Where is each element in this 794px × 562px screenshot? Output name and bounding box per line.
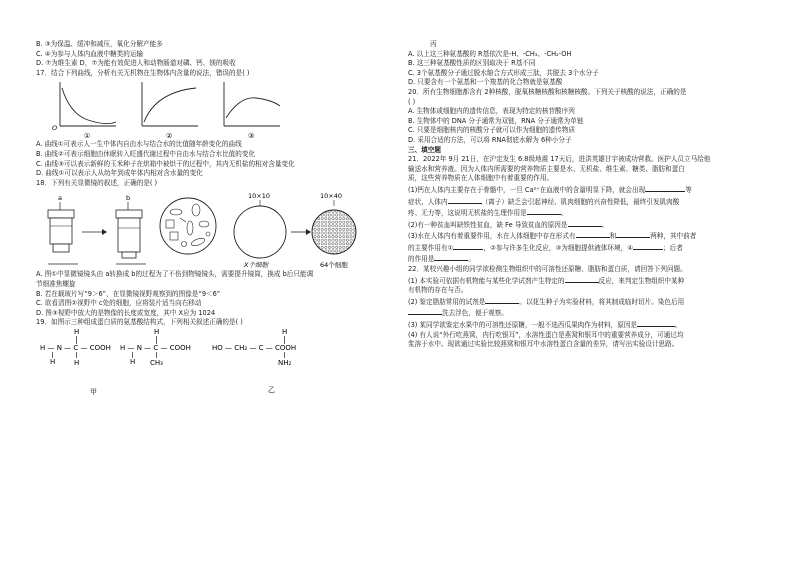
switch-arrow: [82, 229, 107, 235]
q21-sub3b-tail: ；后者: [663, 243, 683, 252]
q21-sub3-text: (3)水在人体内有着重要作用，水在人体细胞中存在形式有: [408, 232, 576, 241]
q20-option-c: C. 只要是细胞核内的核酸分子就可以作为细胞的遗传物质: [408, 126, 576, 135]
q21-line-1: 21．2022年 9月 21日，在沪定发生 6.8级地震 17天后，进洪英雄甘宇被成功营救。医护人员立马给他: [408, 155, 711, 164]
q19-amino-acid-structures: [36, 328, 386, 398]
mag-10x10-label: 10×10: [248, 192, 270, 201]
lens-b-label: b: [126, 194, 131, 203]
q21-sub1b-tail: （离子）缺乏会引起神经、肌肉细胞的兴奋性降低，最终引发肌肉酸: [481, 197, 680, 206]
svg-text:HO — CH₂ — C — COOH: HO — CH₂ — C — COOH: [212, 343, 297, 352]
graph-2: [142, 82, 198, 140]
q18-option-c: C. 欲看清图②视野中 c处的细胞，应将装片适当向右移动: [36, 299, 202, 308]
q17-curve-graphs: [36, 78, 386, 140]
q21-sub3: [408, 230, 758, 242]
blank[interactable]: [408, 307, 442, 315]
q22-sub1-text: (1) 本实验可依据有机物能与某些化学试剂产生特定的: [408, 276, 565, 285]
svg-text:H: H: [130, 357, 136, 366]
amino-acid-svg: [36, 328, 376, 398]
q22-sub1: [408, 275, 758, 287]
q21-sub2: (2)有一种贫血叫缺铁性贫血，缺 Fe 导致贫血的原因是 。: [408, 220, 609, 229]
blank[interactable]: [565, 275, 599, 283]
label-jia: 甲: [90, 387, 97, 396]
lens-a-label: a: [58, 194, 62, 203]
option-b-top: B. ③为保温、缓冲和减压，氧化分解产能多: [36, 40, 163, 48]
q21-sub3-tail: 两种，其中前者: [650, 232, 697, 241]
q19-option-b: B. 这三种氨基酸性质的区别取决于 R基不同: [408, 59, 536, 68]
graph-1: [52, 82, 116, 140]
q22-sub2-text: (2) 鉴定脂肪常用的试剂是: [408, 297, 486, 306]
graph-3: [224, 82, 280, 140]
q18-option-b: B. 若在载玻片写“9＞6”，在显微镜视野观察到的图像是“9＜6”: [36, 289, 221, 298]
q19-option-c: C. 3个氨基酸分子通过脱水缩合方式形成三肽，共脱去 3个水分子: [408, 68, 599, 77]
option-d-top: D. ⑦为维生素 D，⑦为能有效促进人和动物肠道对磷、钙、镁的吸收: [36, 59, 236, 68]
q22-sub2: [408, 296, 758, 308]
graph-1-label: ①: [84, 132, 91, 141]
q21-sub1b-text: 症状，人体内: [408, 197, 448, 206]
svg-text:H: H: [50, 357, 56, 366]
q22-sub1-b: 有机物的存在与否。: [408, 286, 468, 295]
q21-line-3: 质，这些营养物质在人体细胞中有着重要的作用。: [408, 174, 554, 183]
amino-acid-yi: [120, 328, 191, 367]
objective-lens-b: [116, 194, 146, 264]
amino-acid-bing: [212, 328, 296, 394]
q21-sub3-c: 的作用是 。: [408, 255, 475, 264]
blank[interactable]: [637, 319, 675, 327]
svg-text:H: H: [74, 358, 80, 367]
q18-microscope-figure: [36, 188, 386, 270]
q20-option-d: D. 采用合适的方法，可以将 RNA彻底水解为 6种小分子: [408, 135, 572, 144]
q19-option-d: D. 只要含有一个氨基和一个羧基的化合物就是氨基酸: [408, 78, 563, 87]
q17-option-b: B. 曲线②可表示细胞由休眠转入旺盛代谢过程中自由水与结合水比值的变化: [36, 149, 256, 158]
svg-text:H: H: [282, 327, 288, 336]
64-cells-label: 64个细胞: [320, 261, 348, 270]
blank[interactable]: [633, 242, 663, 250]
q21-sub1: [408, 184, 758, 196]
blank[interactable]: [576, 230, 610, 238]
field-of-view-cells: [160, 198, 216, 254]
q18-stem: 18．下列有关显微镜的叙述，正确的是( ): [36, 178, 158, 187]
q20-stem: 20．所有生物细胞都含有 2种核酸，脱氧核糖核酸和核糖核酸。下列关于核酸的说法，正确的是: [408, 87, 687, 96]
q21-sub3c-text: 的作用是: [408, 255, 435, 264]
svg-text:H — N — C — COOH: H — N — C — COOH: [40, 343, 111, 352]
mag-10x40-label: 10×40: [320, 192, 342, 201]
svg-text:H: H: [154, 327, 160, 336]
q21-sub1-b: [408, 196, 758, 208]
q21-sub1-tail: 等: [685, 185, 692, 194]
label-yi: 乙: [268, 385, 275, 394]
origin-label: O: [52, 124, 58, 133]
q19-label-bing: 丙: [430, 40, 437, 48]
svg-text:H: H: [74, 327, 80, 336]
objective-lens-a: [48, 194, 78, 264]
q21-line-2: 输送水和营养液。因为人体内所需要的营养物质主要是水、无机盐、维生素、糖类、脂肪和蛋白: [408, 164, 685, 173]
blank[interactable]: [448, 196, 482, 204]
right-column: [408, 40, 758, 350]
field-10x40: [312, 192, 356, 269]
q17-stem: 17．结合下列曲线，分析有关无机物在生物体内含量的说法，错误的是( ): [36, 68, 250, 77]
svg-text:NH₂: NH₂: [278, 358, 292, 367]
q22-sub2-b: [408, 307, 758, 319]
q21-sub2-text: (2)有一种贫血叫缺铁性贫血，缺 Fe 导致贫血的原因是: [408, 220, 568, 229]
graph-3-label: ③: [248, 132, 255, 141]
q18-option-a-cont: 节细准焦螺旋: [36, 279, 76, 288]
q20-option-a: A. 生物体或细胞内的遗传信息，表现为特定的核苷酸序列: [408, 107, 575, 116]
blank[interactable]: [527, 207, 561, 215]
left-column: [36, 40, 386, 398]
field-10x10: [234, 192, 286, 269]
q21-sub1c-text: 疼、无力等，这说明无机盐的生理作用是: [408, 209, 527, 218]
q19-option-a: A. 以上这三种氨基酸的 R基依次是-H、-CH₃、-CH₂-OH: [408, 49, 572, 58]
blank[interactable]: [453, 242, 483, 250]
blank[interactable]: [645, 184, 685, 192]
q22-sub3-text: (3) 某同学欲鉴定水果中的可溶性还原糖，一般不选西瓜果肉作为材料，原因是: [408, 321, 638, 330]
svg-text:CH₃: CH₃: [150, 358, 163, 367]
q18-option-d: D. 图③视野中放大的是物像的长度或宽度，其中 X应为 1024: [36, 308, 216, 317]
q22-sub3: (3) 某同学欲鉴定水果中的可溶性还原糖，一般不选西瓜果肉作为材料，原因是 。: [408, 321, 682, 330]
x-cells-label: X个细胞: [244, 261, 268, 270]
q21-sub3-b: [408, 242, 758, 254]
q21-sub1-text: (1)钙在人体内主要存在于骨骼中，一旦 Ca²⁺在血液中的含量明显下降，就会出现: [408, 185, 646, 194]
q17-option-a: A. 曲线①可表示人一生中体内自由水与结合水的比值随年龄变化的曲线: [36, 140, 242, 149]
q21-sub3b-text: 的主要作用有①: [408, 243, 454, 252]
q22-sub4-b: 浆溶于水中。现欲通过实验比较燕窝和银耳中水溶性蛋白含量的差异，请写出实验设计思路。: [408, 340, 679, 349]
amino-acid-jia: [40, 328, 111, 396]
graph-2-label: ②: [166, 132, 173, 141]
magnify-arrow: [291, 229, 311, 235]
blank[interactable]: [485, 296, 519, 304]
blank[interactable]: [434, 253, 468, 261]
q22-sub1-tail: 反应，来判定生物组织中某种: [598, 276, 685, 285]
blank[interactable]: [568, 219, 602, 227]
q18-option-a: A. 图①中显微镜镜头由 a转换成 b的过程为了不伤到物镜镜头，需要提升镜筒，换成 b后只能调: [36, 270, 314, 279]
curve-graphs-svg: [36, 78, 296, 140]
q22-sub2b-text: 洗去浮色，便于观察。: [442, 309, 508, 318]
q17-option-d: D. 曲线①可以表示人从幼年到成年体内相对含水量的变化: [36, 169, 203, 178]
svg-text:H — N — C — COOH: H — N — C — COOH: [120, 343, 191, 352]
q20-option-b: B. 生物体中的 DNA 分子通常为双链，RNA 分子通常为单链: [408, 116, 584, 125]
q17-option-c: C. 曲线③可以表示新鲜的玉米种子在烘箱中被烘干的过程中，其内无机盐的相对含量变化: [36, 159, 295, 168]
q22-stem: 22．某校兴趣小组的同学欲检测生物组织中的可溶性还原糖、脂肪和蛋白质，请回答下列问题。: [408, 265, 687, 274]
microscope-figure-svg: [36, 188, 376, 270]
q21-sub3b-mid: ，②参与许多生化反应，③为细胞提供液体环境，④: [483, 243, 634, 252]
q19-stem: 19．如图示三种组成蛋白质的氨基酸结构式，下列相关叙述正确的是( ): [36, 318, 243, 327]
q21-sub1-c: 疼、无力等，这说明无机盐的生理作用是 。: [408, 209, 568, 218]
blank[interactable]: [616, 230, 650, 238]
option-c-top: C. ④为参与人体内血液中糖类的运输: [36, 49, 144, 58]
q22-sub2-tail: 。以花生种子为实验材料，将其制成临时切片。染色后用: [519, 297, 685, 306]
section-heading: 三、填空题: [408, 145, 441, 154]
q21-sub3-and: 和: [609, 232, 617, 241]
q22-sub4: (4) 有人说“外行吃燕窝，内行吃银耳”，水溶性蛋白是燕窝和银耳中的重要营养成分，可通过均: [408, 330, 684, 339]
q20-stem-cont: ( ): [408, 97, 416, 106]
